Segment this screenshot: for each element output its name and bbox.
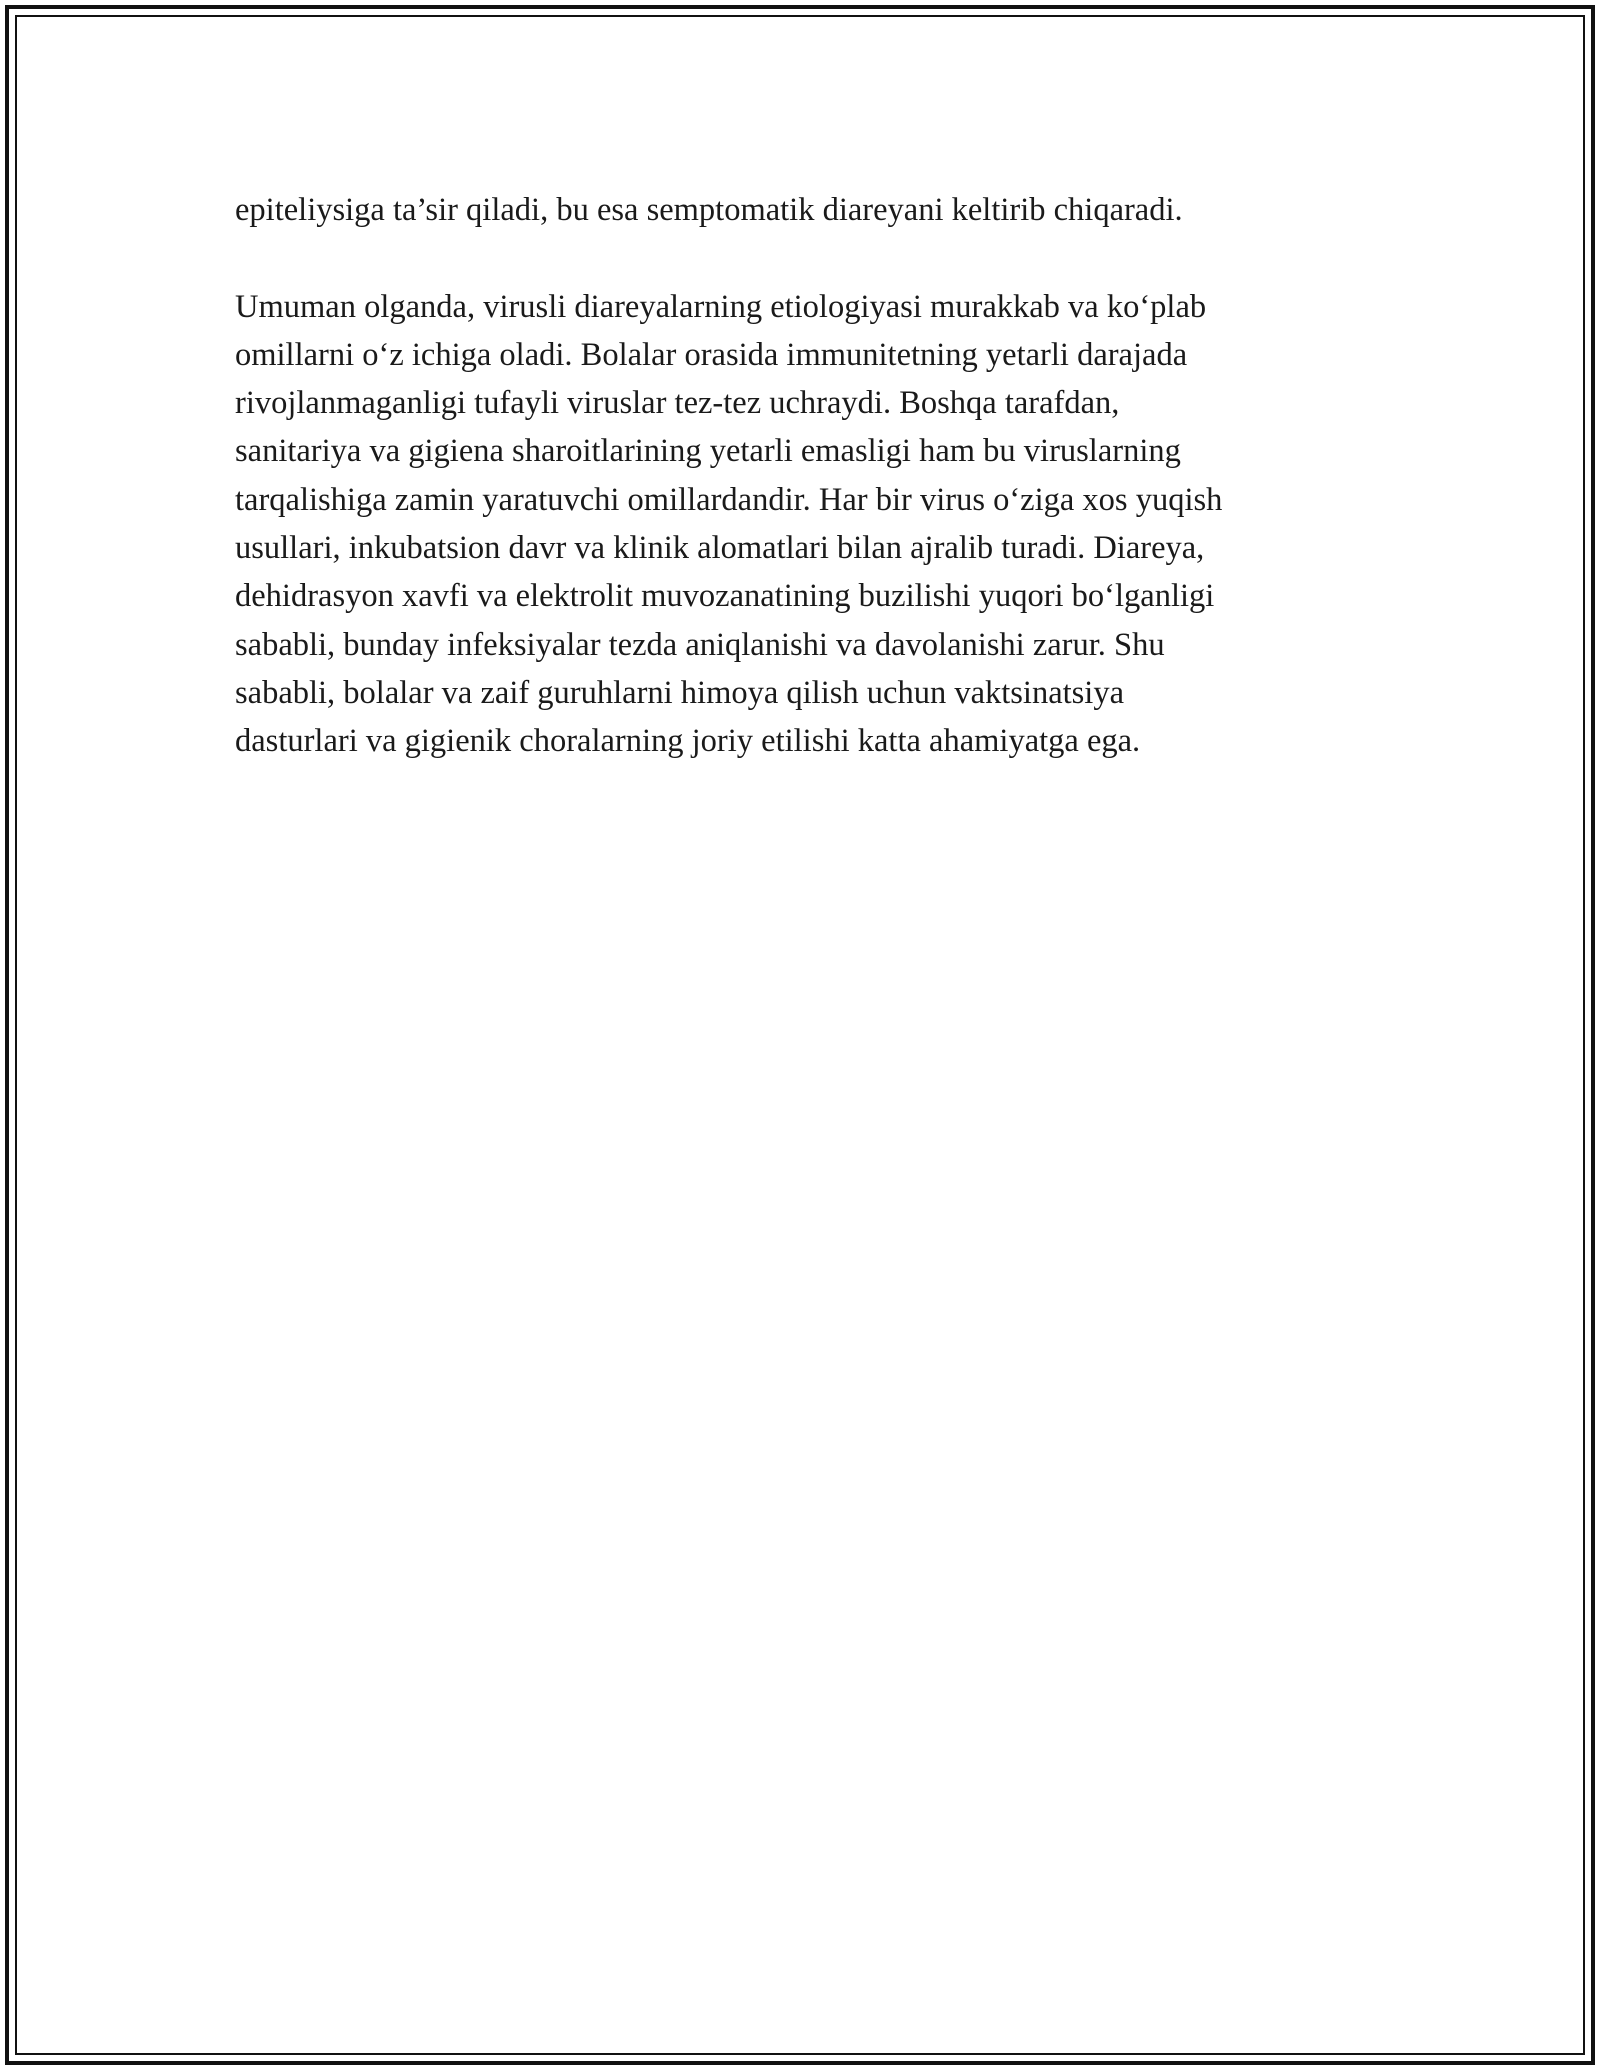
paragraph-continuation: epiteliysiga ta’sir qiladi, bu esa semptomatik diareyani keltirib chiqaradi. [235,192,1183,228]
document-body [235,186,1395,766]
paragraph-summary: Umuman olganda, virusli diareyalarning etiologiyasi murakkab va ko‘plab omillarni o‘z ichiga oladi. Bolalar orasida immunitetning yetarli darajada rivojlanmaganligi tufayli viruslar tez-tez uchraydi. Boshqa tarafdan, sanitariya va gigiena sharoitlarining yetarli emasligi ham bu viruslarning tarqalishiga zamin yaratuvchi omillardandir. Har bir virus o‘ziga xos yuqish usullari, inkubatsion davr va klinik alomatlari bilan ajralib turadi. Diareya, dehidrasyon xavfi va elektrolit muvozanatining buzilishi yuqori bo‘lganligi sababli, bunday infeksiyalar tezda aniqlanishi va davolanishi zarur. Shu sababli, bolalar va zaif guruhlarni himoya qilish uchun vaktsinatsiya dasturlari va gigienik choralarning joriy etilishi katta ahamiyatga ega. [235,288,1223,760]
